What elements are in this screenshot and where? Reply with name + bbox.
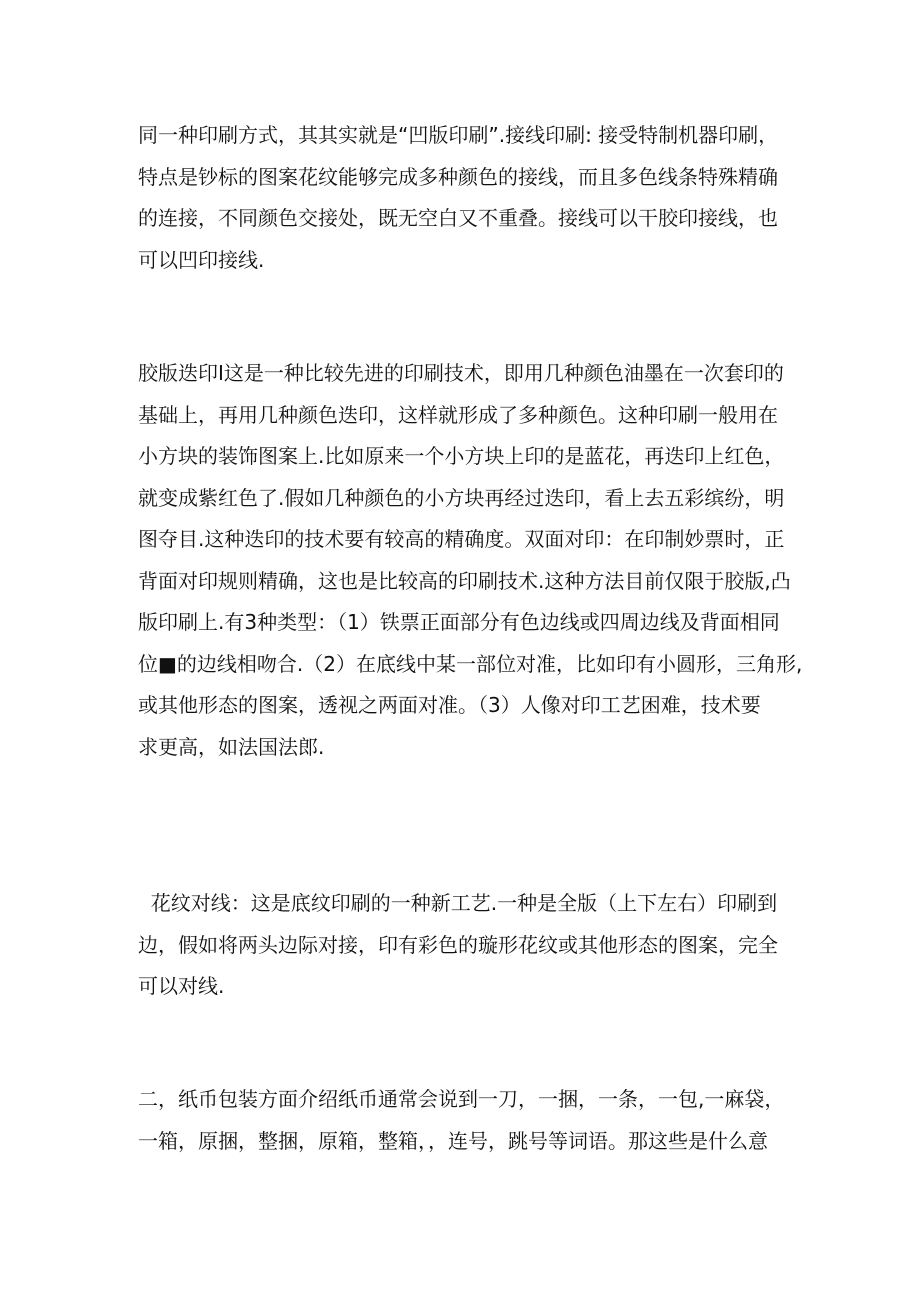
paragraph-intaglio-joint-printing <box>138 115 788 281</box>
text-line: 的连接，不同颜色交接处，既无空白又不重叠。接线可以干胶印接线，也 <box>138 206 778 230</box>
text-line: 图夺目.这种迭印的技术要有较高的精确度。双面对印：在印制妙票时，正 <box>138 527 785 551</box>
paragraph-offset-overprint <box>138 353 803 768</box>
text-line: 特点是钞标的图案花纹能够完成多种颜色的接线，而且多色线条特殊精确 <box>138 164 778 189</box>
text-line: 或其他形态的图案，透视之两面对准。（3）人像对印工艺困难，技术要 <box>138 693 761 717</box>
text-line: 位■的边线相吻合.（2）在底线中某一部位对准，比如印有小圆形，三角形, <box>138 651 803 676</box>
text-line: 版印刷上.有3种类型：（1）铁票正面部分有色边线或四周边线及背面相同 <box>138 610 780 634</box>
text-line: 边，假如将两头边际对接，印有彩色的璇形花纹或其他形态的图案，完全 <box>138 932 778 957</box>
paragraph-banknote-packaging <box>138 1079 788 1162</box>
text-line: 求更高，如法国法郎. <box>138 734 325 759</box>
paragraph-pattern-alignment <box>138 883 788 1008</box>
text-line: 可以对线. <box>138 974 225 998</box>
text-line: 二，纸币包装方面介绍纸币通常会说到一刀，一捆，一条，一包,一麻袋， <box>138 1087 785 1111</box>
text-line: 可以凹印接线. <box>138 247 265 272</box>
text-line: 小方块的装饰图案上.比如原来一个小方块上印的是蓝花，再迭印上红色， <box>138 444 785 468</box>
text-line: 就变成紫红色了.假如几种颜色的小方块再经过迭印，看上去五彩缤纷，明 <box>138 485 785 510</box>
text-line: 一箱，原捆，整捆，原箱，整箱，，连号，跳号等词语。那这些是什么意 <box>138 1128 768 1153</box>
text-line: 同一种印刷方式，其其实就是“凹版印刷”.接线印刷: 接受特制机器印刷， <box>138 123 779 147</box>
text-line: 胶版迭印I这是一种比较先进的印刷技术，即用几种颜色油墨在一次套印的 <box>138 361 784 385</box>
text-line: 背面对印规则精确，这也是比较高的印刷技术.这种方法目前仅限于胶版,凸 <box>138 568 791 593</box>
text-line: 基础上，再用几种颜色迭印，这样就形成了多种颜色。这种印刷一般用在 <box>138 402 778 427</box>
text-line: 花纹对线：这是底纹印刷的一种新工艺.一种是全版（上下左右）印刷到 <box>138 891 778 915</box>
